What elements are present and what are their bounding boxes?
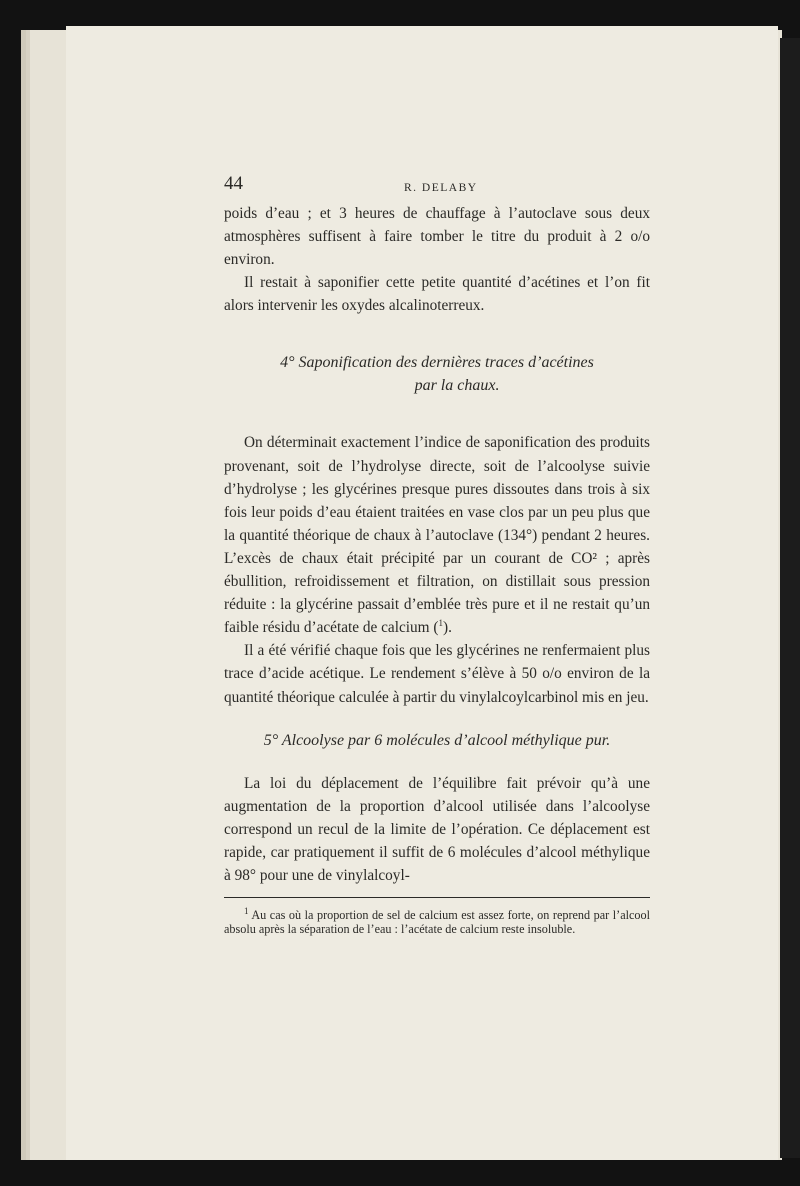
paragraph-continuation: poids d’eau ; et 3 heures de chauffage à l’autoclave sous deux atmosphères suffisent à faire tomber le titre du produit à 2 o/o environ. — [224, 205, 650, 269]
page-number: 44 — [224, 173, 243, 194]
section-title-5: 5° Alcoolyse par 6 molécules d’alcool méthylique pur. — [263, 731, 611, 749]
paragraph-lime-end: ). — [442, 619, 452, 637]
running-head: R. DELABY — [404, 182, 478, 194]
paragraph-lime-saponification — [224, 431, 650, 639]
footnote-divider — [224, 897, 650, 898]
page-content — [224, 172, 650, 936]
section-title-4-line-2: par la chaux. — [414, 377, 500, 395]
footnote — [224, 908, 650, 936]
paragraph-yield: Il a été vérifié chaque fois que les glycérines ne renfermaient plus trace d’acide acétique. Le rendement s’élève à 50 o/o environ de la quantité théorique calculée à partir du vinylalcoylcarbinol mis en jeu. — [224, 642, 650, 706]
section-title-4-line-1: 4° Saponification des dernières traces d’acétines — [280, 354, 594, 372]
scan-background-strip — [780, 38, 800, 1158]
paragraph-alcoholysis: La loi du déplacement de l’équilibre fait prévoir qu’à une augmentation de la proportion d’alcool utilisée dans l’alcoolyse correspond un recul de la limite de l’opération. Ce déplacement est rapide, car pratiquement il suffit de 6 molécules d’alcool méthylique à 98° pour une de vinylalcoyl- — [224, 774, 650, 884]
footnote-text: Au cas où la proportion de sel de calcium est assez forte, on reprend par l’alcool absolu après la séparation de l’eau : l’acétate de calcium reste insoluble. — [224, 908, 650, 937]
footnote-marker: 1 — [244, 906, 249, 916]
paragraph-lime-text: On déterminait exactement l’indice de saponification des produits provenant, soit de l’hydrolyse directe, soit de l’alcoolyse suivie d’hydrolyse ; les glycérines presque pures dissoutes dans trois à six fois leur poids d’eau étaient traitées en vase clos par un peu plus que la quantité théorique de chaux à l’autoclave (134°) pendant 2 heures. L’excès de chaux était précipité par un courant de CO² ; après ébullition, refroidissement et filtration, on distillait sous pression réduite : la glycérine passait d’emblée très pure et il ne restait qu’un faible résidu d’acétate de calcium ( — [224, 434, 650, 637]
footnote-reference[interactable]: 1 — [438, 618, 443, 629]
paragraph-saponify: Il restait à saponifier cette petite quantité d’acétines et l’on fit alors intervenir les oxydes alcalinoterreux. — [224, 274, 650, 315]
page-header — [224, 172, 650, 202]
